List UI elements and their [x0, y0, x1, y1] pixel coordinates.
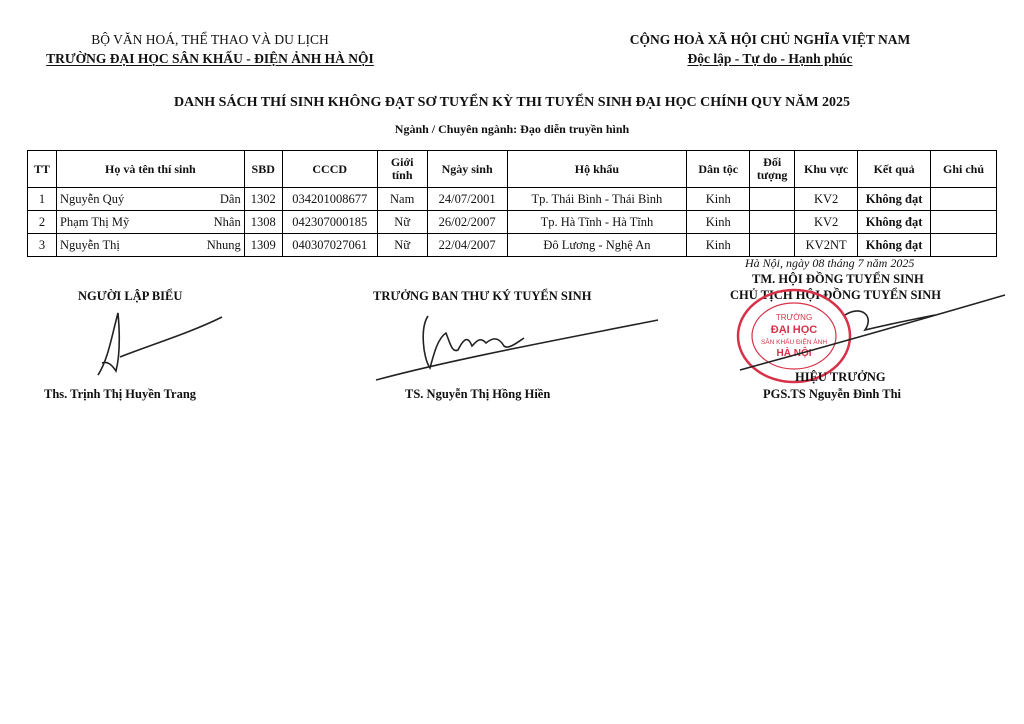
cell-cccd: 034201008677 — [282, 188, 377, 211]
cell-tt: 2 — [28, 211, 57, 234]
issuer-block — [40, 30, 380, 68]
cell-dob: 24/07/2001 — [427, 188, 507, 211]
cell-first-name: Nhân — [213, 214, 241, 229]
national-header — [600, 30, 940, 68]
cell-cccd: 042307000185 — [282, 211, 377, 234]
col-header-priority: Đối tượng — [750, 151, 795, 188]
chair-role: CHỦ TỊCH HỘI ĐỒNG TUYỂN SINH — [730, 288, 942, 302]
table-row — [28, 188, 997, 211]
col-header-cccd: CCCD — [282, 151, 377, 188]
ministry-name: BỘ VĂN HOÁ, THỂ THAO VÀ DU LỊCH — [91, 32, 329, 47]
cell-region: KV2NT — [795, 234, 858, 257]
cell-first-name: Nhung — [206, 237, 241, 252]
cell-tt: 3 — [28, 234, 57, 257]
cell-priority — [750, 211, 795, 234]
cell-hometown: Tp. Hà Tĩnh - Hà Tĩnh — [507, 211, 687, 234]
cell-note — [931, 211, 997, 234]
cell-ethnicity: Kinh — [687, 211, 750, 234]
cell-note — [931, 234, 997, 257]
cell-sbd: 1302 — [244, 188, 282, 211]
cell-name — [56, 234, 244, 257]
cell-hometown: Tp. Thái Bình - Thái Bình — [507, 188, 687, 211]
col-header-gender: Giới tính — [377, 151, 427, 188]
date-line: Hà Nội, ngày 08 tháng 7 năm 2025 — [745, 256, 915, 270]
cell-first-name: Dân — [219, 191, 241, 206]
seal-line-2: ĐẠI HỌC — [770, 324, 818, 336]
school-name: TRƯỜNG ĐẠI HỌC SÂN KHẤU - ĐIỆN ẢNH HÀ NỘI — [46, 51, 374, 66]
candidate-table — [27, 150, 997, 257]
rector-role: HIỆU TRƯỞNG — [795, 370, 886, 384]
seal-line-3: SÂN KHẤU ĐIỆN ẢNH — [760, 339, 828, 346]
col-header-result: Kết quả — [858, 151, 931, 188]
rector-signature — [735, 285, 1010, 375]
secretary-role: TRƯỞNG BAN THƯ KÝ TUYỂN SINH — [373, 289, 592, 303]
cell-ethnicity: Kinh — [687, 234, 750, 257]
document-subtitle: Ngành / Chuyên ngành: Đạo diễn truyền hình — [394, 122, 630, 136]
seal-line-4: HÀ NỘI — [776, 348, 812, 359]
preparer-role: NGƯỜI LẬP BIỂU — [78, 289, 183, 303]
cell-result: Không đạt — [858, 211, 931, 234]
cell-ethnicity: Kinh — [687, 188, 750, 211]
cell-name — [56, 211, 244, 234]
cell-sbd: 1308 — [244, 211, 282, 234]
cell-gender: Nam — [377, 188, 427, 211]
cell-last-name: Nguyễn Thị — [59, 237, 120, 252]
cell-region: KV2 — [795, 188, 858, 211]
council-role: TM. HỘI ĐỒNG TUYỂN SINH — [752, 272, 924, 286]
preparer-signature — [90, 305, 230, 380]
col-header-region: Khu vực — [795, 151, 858, 188]
cell-gender: Nữ — [377, 234, 427, 257]
col-header-tt: TT — [28, 151, 57, 188]
secretary-signature — [368, 298, 668, 388]
cell-tt: 1 — [28, 188, 57, 211]
table-row — [28, 234, 997, 257]
table-header-row — [28, 151, 997, 188]
national-motto: Độc lập - Tự do - Hạnh phúc — [687, 51, 853, 66]
cell-region: KV2 — [795, 211, 858, 234]
col-header-note: Ghi chú — [931, 151, 997, 188]
cell-last-name: Phạm Thị Mỹ — [59, 214, 130, 229]
col-header-ethnicity: Dân tộc — [687, 151, 750, 188]
col-header-dob: Ngày sinh — [427, 151, 507, 188]
cell-priority — [750, 234, 795, 257]
cell-result: Không đạt — [858, 234, 931, 257]
col-header-hometown: Hộ khẩu — [507, 151, 687, 188]
table-row — [28, 211, 997, 234]
seal-line-1: TRƯỜNG — [775, 313, 813, 322]
document-title: DANH SÁCH THÍ SINH KHÔNG ĐẠT SƠ TUYỂN KỲ THI TUYỂN SINH ĐẠI HỌC CHÍNH QUY NĂM 2025 — [173, 95, 851, 110]
secretary-name: TS. Nguyễn Thị Hồng Hiền — [405, 387, 551, 401]
country-name: CỘNG HOÀ XÃ HỘI CHỦ NGHĨA VIỆT NAM — [629, 32, 911, 47]
preparer-name: Ths. Trịnh Thị Huyền Trang — [44, 387, 197, 401]
col-header-sbd: SBD — [244, 151, 282, 188]
cell-dob: 26/02/2007 — [427, 211, 507, 234]
cell-note — [931, 188, 997, 211]
cell-cccd: 040307027061 — [282, 234, 377, 257]
cell-hometown: Đô Lương - Nghệ An — [507, 234, 687, 257]
cell-gender: Nữ — [377, 211, 427, 234]
cell-dob: 22/04/2007 — [427, 234, 507, 257]
cell-name — [56, 188, 244, 211]
cell-priority — [750, 188, 795, 211]
cell-sbd: 1309 — [244, 234, 282, 257]
cell-result: Không đạt — [858, 188, 931, 211]
rector-name: PGS.TS Nguyễn Đình Thi — [763, 387, 902, 401]
col-header-name: Họ và tên thí sinh — [56, 151, 244, 188]
cell-last-name: Nguyễn Quý — [59, 191, 125, 206]
